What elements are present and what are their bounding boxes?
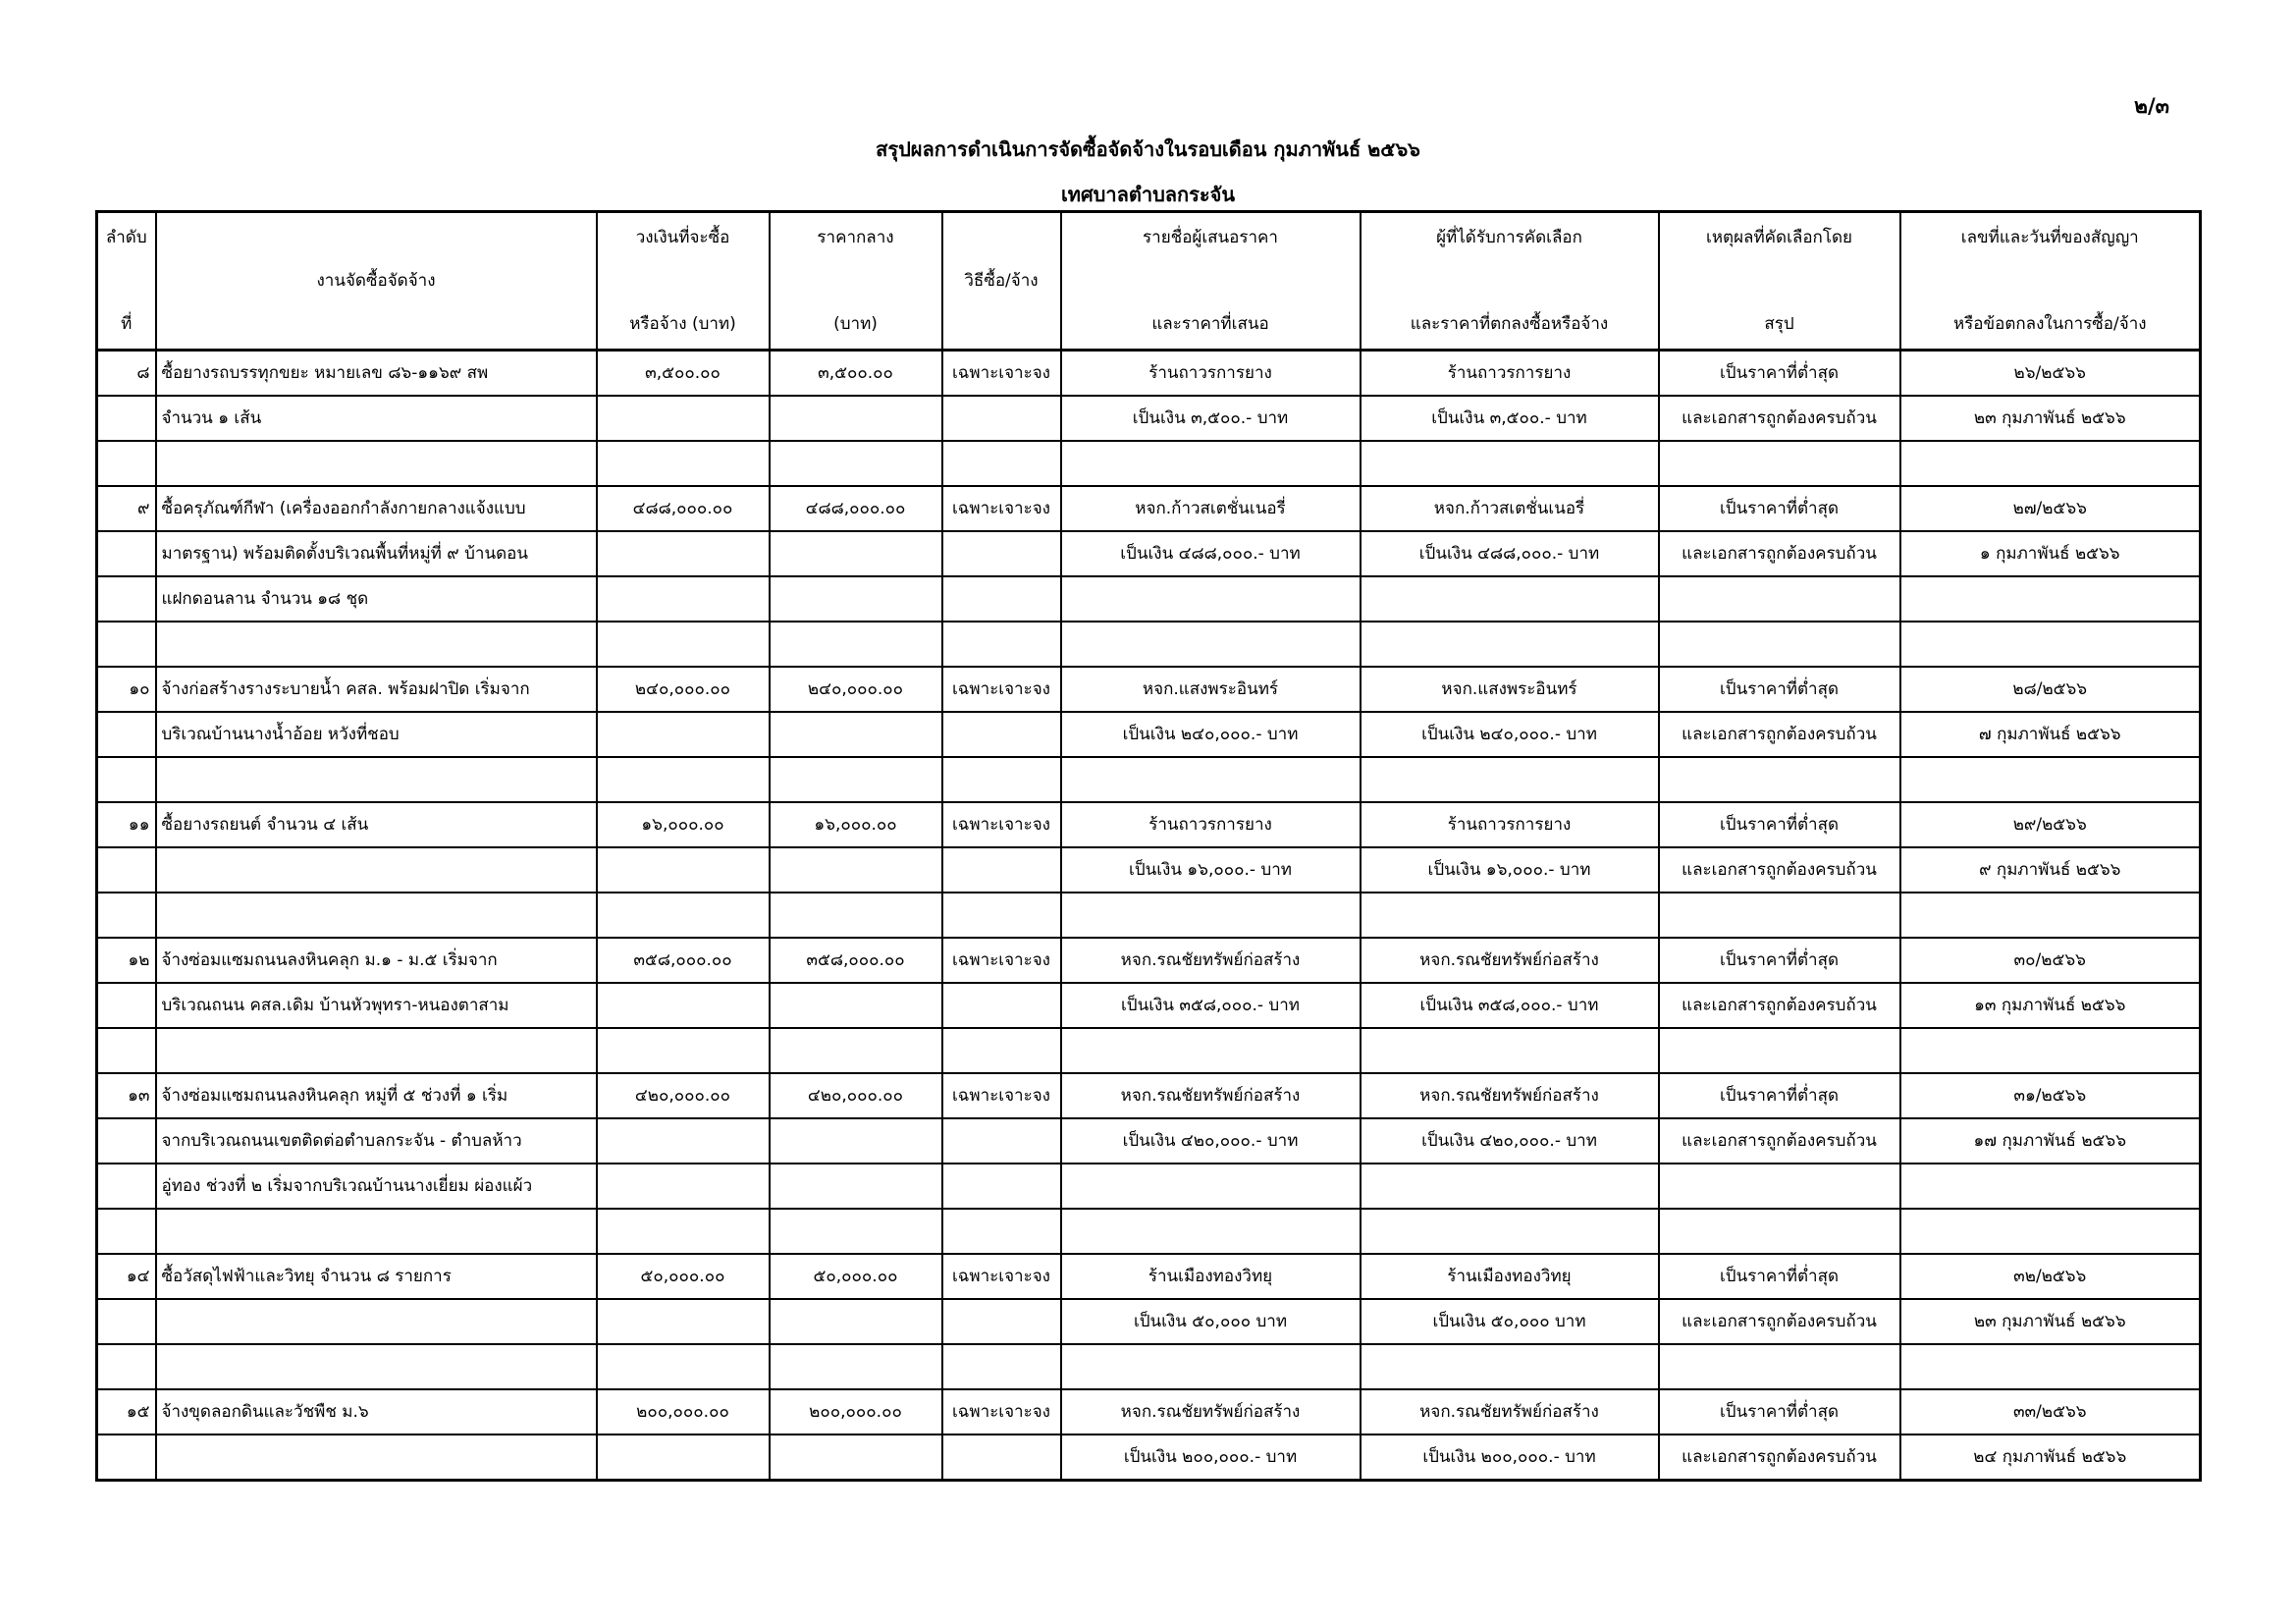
- cell-contract: ๓๐/๒๕๖๖: [1900, 938, 2201, 983]
- cell-contract: ๒๘/๒๕๖๖: [1900, 667, 2201, 712]
- header-budget: วงเงินที่จะซื้อ หรือจ้าง (บาท): [597, 212, 770, 351]
- cell-reason: เป็นราคาที่ต่ำสุด: [1659, 667, 1900, 712]
- cell-reason: [1659, 1344, 1900, 1389]
- table-row: [97, 667, 2201, 712]
- cell-selected: [1361, 576, 1659, 622]
- cell-median-price: [770, 441, 942, 486]
- cell-contract: ๒๔ กุมภาพันธ์ ๒๕๖๖: [1900, 1435, 2201, 1481]
- header-reason: เหตุผลที่คัดเลือกโดย สรุป: [1659, 212, 1900, 351]
- cell-selected: [1361, 1164, 1659, 1209]
- cell-seq: ๑๑: [97, 802, 156, 847]
- cell-method: [942, 1435, 1061, 1481]
- header-contract: เลขที่และวันที่ของสัญญา หรือข้อตกลงในการซื้อ/จ้าง: [1900, 212, 2201, 351]
- cell-method: เฉพาะเจาะจง: [942, 938, 1061, 983]
- table-row: [97, 757, 2201, 802]
- cell-seq: [97, 983, 156, 1028]
- cell-seq: [97, 1028, 156, 1073]
- cell-reason: และเอกสารถูกต้องครบถ้วน: [1659, 396, 1900, 441]
- cell-bidder: [1061, 1164, 1361, 1209]
- cell-task: บริเวณถนน คสล.เดิม บ้านหัวพุทรา-หนองตาสาม: [156, 983, 597, 1028]
- cell-contract: ๒๗/๒๕๖๖: [1900, 486, 2201, 531]
- cell-budget: [597, 396, 770, 441]
- cell-selected: [1361, 622, 1659, 667]
- cell-method: [942, 1209, 1061, 1254]
- cell-method: [942, 576, 1061, 622]
- cell-seq: [97, 1344, 156, 1389]
- cell-reason: [1659, 893, 1900, 938]
- cell-bidder: เป็นเงิน ๕๐,๐๐๐ บาท: [1061, 1299, 1361, 1344]
- table-row: [97, 622, 2201, 667]
- cell-reason: เป็นราคาที่ต่ำสุด: [1659, 938, 1900, 983]
- cell-bidder: [1061, 441, 1361, 486]
- procurement-table: [95, 210, 2202, 1482]
- cell-contract: ๑ กุมภาพันธ์ ๒๕๖๖: [1900, 531, 2201, 576]
- cell-budget: ๕๐,๐๐๐.๐๐: [597, 1254, 770, 1299]
- cell-reason: และเอกสารถูกต้องครบถ้วน: [1659, 1299, 1900, 1344]
- cell-task: จ้างซ่อมแซมถนนลงหินคลุก หมู่ที่ ๕ ช่วงที่ ๑ เริ่ม: [156, 1073, 597, 1118]
- cell-median-price: [770, 847, 942, 893]
- cell-median-price: [770, 1435, 942, 1481]
- cell-median-price: [770, 396, 942, 441]
- cell-reason: และเอกสารถูกต้องครบถ้วน: [1659, 983, 1900, 1028]
- table-row: [97, 712, 2201, 757]
- cell-bidder: ร้านถาวรการยาง: [1061, 351, 1361, 397]
- table-row: [97, 802, 2201, 847]
- table-row: [97, 396, 2201, 441]
- cell-selected: เป็นเงิน ๓๕๘,๐๐๐.- บาท: [1361, 983, 1659, 1028]
- cell-bidder: [1061, 1028, 1361, 1073]
- cell-seq: [97, 893, 156, 938]
- cell-budget: [597, 1209, 770, 1254]
- header-selected: ผู้ที่ได้รับการคัดเลือก และราคาที่ตกลงซื้อหรือจ้าง: [1361, 212, 1659, 351]
- cell-selected: [1361, 1344, 1659, 1389]
- table-row: [97, 531, 2201, 576]
- cell-bidder: เป็นเงิน ๓๕๘,๐๐๐.- บาท: [1061, 983, 1361, 1028]
- cell-budget: [597, 757, 770, 802]
- cell-contract: ๙ กุมภาพันธ์ ๒๕๖๖: [1900, 847, 2201, 893]
- cell-budget: [597, 1118, 770, 1164]
- cell-budget: [597, 1299, 770, 1344]
- cell-bidder: [1061, 1209, 1361, 1254]
- table-row: [97, 1299, 2201, 1344]
- cell-seq: [97, 1164, 156, 1209]
- table-row: [97, 1435, 2201, 1481]
- cell-budget: [597, 893, 770, 938]
- table-row: [97, 1028, 2201, 1073]
- cell-seq: [97, 396, 156, 441]
- cell-bidder: [1061, 893, 1361, 938]
- cell-budget: ๓๕๘,๐๐๐.๐๐: [597, 938, 770, 983]
- cell-reason: [1659, 1028, 1900, 1073]
- table-row: [97, 1118, 2201, 1164]
- cell-task: แฝกดอนลาน จำนวน ๑๘ ชุด: [156, 576, 597, 622]
- cell-median-price: [770, 757, 942, 802]
- cell-median-price: [770, 1164, 942, 1209]
- cell-reason: และเอกสารถูกต้องครบถ้วน: [1659, 1118, 1900, 1164]
- cell-method: [942, 847, 1061, 893]
- cell-selected: หจก.รณชัยทรัพย์ก่อสร้าง: [1361, 1073, 1659, 1118]
- table-row: [97, 1164, 2201, 1209]
- cell-bidder: หจก.รณชัยทรัพย์ก่อสร้าง: [1061, 1389, 1361, 1435]
- cell-method: [942, 983, 1061, 1028]
- cell-contract: ๓๓/๒๕๖๖: [1900, 1389, 2201, 1435]
- cell-bidder: หจก.ก้าวสเตชั่นเนอรี่: [1061, 486, 1361, 531]
- header-bidders: รายชื่อผู้เสนอราคา และราคาที่เสนอ: [1061, 212, 1361, 351]
- cell-bidder: หจก.รณชัยทรัพย์ก่อสร้าง: [1061, 1073, 1361, 1118]
- cell-task: อู่ทอง ช่วงที่ ๒ เริ่มจากบริเวณบ้านนางเยี่ยม ผ่องแผ้ว: [156, 1164, 597, 1209]
- cell-contract: [1900, 576, 2201, 622]
- cell-method: เฉพาะเจาะจง: [942, 1389, 1061, 1435]
- cell-bidder: เป็นเงิน ๔๘๘,๐๐๐.- บาท: [1061, 531, 1361, 576]
- cell-budget: [597, 622, 770, 667]
- cell-selected: เป็นเงิน ๔๒๐,๐๐๐.- บาท: [1361, 1118, 1659, 1164]
- cell-method: [942, 893, 1061, 938]
- cell-seq: ๑๒: [97, 938, 156, 983]
- header-seq: ลำดับ ที่: [97, 212, 156, 351]
- cell-budget: [597, 441, 770, 486]
- cell-task: [156, 847, 597, 893]
- cell-contract: [1900, 1209, 2201, 1254]
- cell-method: เฉพาะเจาะจง: [942, 667, 1061, 712]
- cell-budget: [597, 576, 770, 622]
- cell-median-price: ๑๖,๐๐๐.๐๐: [770, 802, 942, 847]
- cell-task: ซื้อยางรถบรรทุกขยะ หมายเลข ๘๖-๑๑๖๙ สพ: [156, 351, 597, 397]
- cell-median-price: [770, 1344, 942, 1389]
- cell-method: เฉพาะเจาะจง: [942, 1254, 1061, 1299]
- cell-median-price: [770, 1118, 942, 1164]
- cell-seq: [97, 531, 156, 576]
- cell-selected: [1361, 757, 1659, 802]
- cell-reason: เป็นราคาที่ต่ำสุด: [1659, 802, 1900, 847]
- header-method: วิธีซื้อ/จ้าง: [942, 212, 1061, 351]
- cell-task: [156, 757, 597, 802]
- cell-median-price: [770, 622, 942, 667]
- cell-method: เฉพาะเจาะจง: [942, 1073, 1061, 1118]
- cell-contract: ๑๗ กุมภาพันธ์ ๒๕๖๖: [1900, 1118, 2201, 1164]
- cell-median-price: [770, 893, 942, 938]
- cell-contract: [1900, 757, 2201, 802]
- cell-contract: [1900, 622, 2201, 667]
- cell-bidder: [1061, 622, 1361, 667]
- cell-seq: [97, 712, 156, 757]
- cell-method: [942, 1118, 1061, 1164]
- cell-task: บริเวณบ้านนางน้ำอ้อย หวังที่ชอบ: [156, 712, 597, 757]
- cell-bidder: [1061, 576, 1361, 622]
- cell-budget: ๑๖,๐๐๐.๐๐: [597, 802, 770, 847]
- cell-contract: [1900, 893, 2201, 938]
- cell-method: เฉพาะเจาะจง: [942, 351, 1061, 397]
- cell-method: เฉพาะเจาะจง: [942, 802, 1061, 847]
- cell-median-price: [770, 1299, 942, 1344]
- cell-median-price: ๓,๕๐๐.๐๐: [770, 351, 942, 397]
- cell-median-price: [770, 1209, 942, 1254]
- cell-contract: ๑๓ กุมภาพันธ์ ๒๕๖๖: [1900, 983, 2201, 1028]
- cell-median-price: [770, 576, 942, 622]
- cell-method: [942, 1299, 1061, 1344]
- table-row: [97, 1209, 2201, 1254]
- cell-task: จ้างก่อสร้างรางระบายน้ำ คสล. พร้อมฝาปิด เริ่มจาก: [156, 667, 597, 712]
- cell-median-price: [770, 712, 942, 757]
- cell-task: ซื้อครุภัณฑ์กีฬา (เครื่องออกกำลังกายกลางแจ้งแบบ: [156, 486, 597, 531]
- cell-reason: [1659, 576, 1900, 622]
- cell-method: [942, 1028, 1061, 1073]
- cell-task: จ้างซ่อมแซมถนนลงหินคลุก ม.๑ - ม.๕ เริ่มจาก: [156, 938, 597, 983]
- cell-contract: ๓๑/๒๕๖๖: [1900, 1073, 2201, 1118]
- cell-selected: ร้านถาวรการยาง: [1361, 351, 1659, 397]
- cell-bidder: เป็นเงิน ๓,๕๐๐.- บาท: [1061, 396, 1361, 441]
- cell-method: [942, 712, 1061, 757]
- cell-method: [942, 1344, 1061, 1389]
- cell-budget: [597, 847, 770, 893]
- cell-task: [156, 1435, 597, 1481]
- cell-reason: และเอกสารถูกต้องครบถ้วน: [1659, 847, 1900, 893]
- cell-median-price: ๒๔๐,๐๐๐.๐๐: [770, 667, 942, 712]
- cell-bidder: หจก.แสงพระอินทร์: [1061, 667, 1361, 712]
- cell-reason: เป็นราคาที่ต่ำสุด: [1659, 1389, 1900, 1435]
- cell-selected: หจก.ก้าวสเตชั่นเนอรี่: [1361, 486, 1659, 531]
- cell-method: [942, 531, 1061, 576]
- cell-budget: [597, 1435, 770, 1481]
- table-row: [97, 893, 2201, 938]
- cell-selected: [1361, 893, 1659, 938]
- cell-selected: เป็นเงิน ๓,๕๐๐.- บาท: [1361, 396, 1659, 441]
- cell-selected: เป็นเงิน ๔๘๘,๐๐๐.- บาท: [1361, 531, 1659, 576]
- cell-median-price: [770, 1028, 942, 1073]
- cell-seq: ๘: [97, 351, 156, 397]
- cell-median-price: [770, 983, 942, 1028]
- cell-reason: และเอกสารถูกต้องครบถ้วน: [1659, 1435, 1900, 1481]
- cell-budget: [597, 1344, 770, 1389]
- cell-method: [942, 441, 1061, 486]
- cell-reason: เป็นราคาที่ต่ำสุด: [1659, 1073, 1900, 1118]
- table-row: [97, 847, 2201, 893]
- cell-reason: เป็นราคาที่ต่ำสุด: [1659, 351, 1900, 397]
- cell-task: ซื้อวัสดุไฟฟ้าและวิทยุ จำนวน ๘ รายการ: [156, 1254, 597, 1299]
- table-row: [97, 486, 2201, 531]
- cell-selected: หจก.รณชัยทรัพย์ก่อสร้าง: [1361, 1389, 1659, 1435]
- cell-budget: ๒๔๐,๐๐๐.๐๐: [597, 667, 770, 712]
- table-row: [97, 351, 2201, 397]
- table-row: [97, 1344, 2201, 1389]
- cell-contract: [1900, 441, 2201, 486]
- cell-seq: ๑๐: [97, 667, 156, 712]
- cell-bidder: ร้านถาวรการยาง: [1061, 802, 1361, 847]
- table-row: [97, 441, 2201, 486]
- cell-contract: ๒๓ กุมภาพันธ์ ๒๕๖๖: [1900, 1299, 2201, 1344]
- cell-task: จ้างขุดลอกดินและวัชพืช ม.๖: [156, 1389, 597, 1435]
- cell-seq: ๑๕: [97, 1389, 156, 1435]
- table-row: [97, 1389, 2201, 1435]
- cell-budget: [597, 1028, 770, 1073]
- cell-budget: ๓,๕๐๐.๐๐: [597, 351, 770, 397]
- cell-reason: [1659, 1209, 1900, 1254]
- cell-selected: ร้านเมืองทองวิทยุ: [1361, 1254, 1659, 1299]
- cell-budget: ๔๘๘,๐๐๐.๐๐: [597, 486, 770, 531]
- cell-selected: หจก.รณชัยทรัพย์ก่อสร้าง: [1361, 938, 1659, 983]
- cell-method: [942, 622, 1061, 667]
- cell-contract: ๒๓ กุมภาพันธ์ ๒๕๖๖: [1900, 396, 2201, 441]
- table-row: [97, 938, 2201, 983]
- cell-reason: [1659, 1164, 1900, 1209]
- cell-bidder: เป็นเงิน ๔๒๐,๐๐๐.- บาท: [1061, 1118, 1361, 1164]
- cell-contract: [1900, 1344, 2201, 1389]
- document-subtitle: เทศบาลตำบลกระจัน: [1060, 183, 1236, 206]
- cell-contract: ๓๒/๒๕๖๖: [1900, 1254, 2201, 1299]
- cell-task: [156, 1299, 597, 1344]
- cell-median-price: ๔๘๘,๐๐๐.๐๐: [770, 486, 942, 531]
- cell-selected: เป็นเงิน ๒๔๐,๐๐๐.- บาท: [1361, 712, 1659, 757]
- cell-contract: ๒๖/๒๕๖๖: [1900, 351, 2201, 397]
- cell-seq: [97, 1209, 156, 1254]
- cell-bidder: เป็นเงิน ๒๔๐,๐๐๐.- บาท: [1061, 712, 1361, 757]
- cell-median-price: [770, 531, 942, 576]
- cell-seq: [97, 847, 156, 893]
- cell-median-price: ๒๐๐,๐๐๐.๐๐: [770, 1389, 942, 1435]
- table-row: [97, 1073, 2201, 1118]
- cell-task: จากบริเวณถนนเขตติดต่อตำบลกระจัน - ตำบลห้าว: [156, 1118, 597, 1164]
- cell-budget: ๔๒๐,๐๐๐.๐๐: [597, 1073, 770, 1118]
- cell-contract: [1900, 1164, 2201, 1209]
- cell-budget: [597, 1164, 770, 1209]
- cell-task: [156, 1028, 597, 1073]
- cell-selected: เป็นเงิน ๕๐,๐๐๐ บาท: [1361, 1299, 1659, 1344]
- table-header-row: [97, 212, 2201, 351]
- table-row: [97, 1254, 2201, 1299]
- cell-selected: [1361, 441, 1659, 486]
- cell-method: [942, 1164, 1061, 1209]
- cell-seq: [97, 1118, 156, 1164]
- cell-budget: [597, 531, 770, 576]
- cell-seq: ๙: [97, 486, 156, 531]
- cell-selected: [1361, 1209, 1659, 1254]
- cell-budget: ๒๐๐,๐๐๐.๐๐: [597, 1389, 770, 1435]
- cell-budget: [597, 983, 770, 1028]
- cell-seq: [97, 1299, 156, 1344]
- cell-bidder: [1061, 757, 1361, 802]
- cell-seq: [97, 757, 156, 802]
- cell-bidder: เป็นเงิน ๒๐๐,๐๐๐.- บาท: [1061, 1435, 1361, 1481]
- cell-method: เฉพาะเจาะจง: [942, 486, 1061, 531]
- cell-selected: เป็นเงิน ๑๖,๐๐๐.- บาท: [1361, 847, 1659, 893]
- cell-reason: [1659, 757, 1900, 802]
- cell-selected: เป็นเงิน ๒๐๐,๐๐๐.- บาท: [1361, 1435, 1659, 1481]
- cell-task: [156, 622, 597, 667]
- cell-task: [156, 893, 597, 938]
- cell-median-price: ๓๕๘,๐๐๐.๐๐: [770, 938, 942, 983]
- cell-task: ซื้อยางรถยนต์ จำนวน ๔ เส้น: [156, 802, 597, 847]
- cell-method: [942, 757, 1061, 802]
- cell-contract: ๒๙/๒๕๖๖: [1900, 802, 2201, 847]
- cell-bidder: หจก.รณชัยทรัพย์ก่อสร้าง: [1061, 938, 1361, 983]
- cell-reason: เป็นราคาที่ต่ำสุด: [1659, 1254, 1900, 1299]
- cell-method: [942, 396, 1061, 441]
- cell-seq: ๑๔: [97, 1254, 156, 1299]
- table-body: [97, 351, 2201, 1481]
- cell-task: [156, 1344, 597, 1389]
- table-row: [97, 576, 2201, 622]
- cell-seq: [97, 441, 156, 486]
- cell-task: จำนวน ๑ เส้น: [156, 396, 597, 441]
- cell-bidder: เป็นเงิน ๑๖,๐๐๐.- บาท: [1061, 847, 1361, 893]
- cell-reason: และเอกสารถูกต้องครบถ้วน: [1659, 712, 1900, 757]
- cell-task: [156, 1209, 597, 1254]
- cell-selected: ร้านถาวรการยาง: [1361, 802, 1659, 847]
- cell-task: มาตรฐาน) พร้อมติดตั้งบริเวณพื้นที่หมู่ที่ ๙ บ้านดอน: [156, 531, 597, 576]
- cell-budget: [597, 712, 770, 757]
- page-number: ๒/๓: [2134, 94, 2169, 118]
- cell-task: [156, 441, 597, 486]
- cell-contract: ๗ กุมภาพันธ์ ๒๕๖๖: [1900, 712, 2201, 757]
- cell-selected: [1361, 1028, 1659, 1073]
- header-task: งานจัดซื้อจัดจ้าง: [156, 212, 597, 351]
- cell-bidder: [1061, 1344, 1361, 1389]
- cell-seq: [97, 576, 156, 622]
- cell-seq: [97, 622, 156, 667]
- cell-bidder: ร้านเมืองทองวิทยุ: [1061, 1254, 1361, 1299]
- cell-reason: และเอกสารถูกต้องครบถ้วน: [1659, 531, 1900, 576]
- cell-median-price: ๔๒๐,๐๐๐.๐๐: [770, 1073, 942, 1118]
- cell-reason: [1659, 622, 1900, 667]
- cell-selected: หจก.แสงพระอินทร์: [1361, 667, 1659, 712]
- cell-reason: [1659, 441, 1900, 486]
- cell-seq: [97, 1435, 156, 1481]
- cell-reason: เป็นราคาที่ต่ำสุด: [1659, 486, 1900, 531]
- cell-contract: [1900, 1028, 2201, 1073]
- cell-median-price: ๕๐,๐๐๐.๐๐: [770, 1254, 942, 1299]
- table-row: [97, 983, 2201, 1028]
- document-title: สรุปผลการดำเนินการจัดซื้อจัดจ้างในรอบเดือน กุมภาพันธ์ ๒๕๖๖: [876, 137, 1420, 161]
- header-median-price: ราคากลาง (บาท): [770, 212, 942, 351]
- cell-seq: ๑๓: [97, 1073, 156, 1118]
